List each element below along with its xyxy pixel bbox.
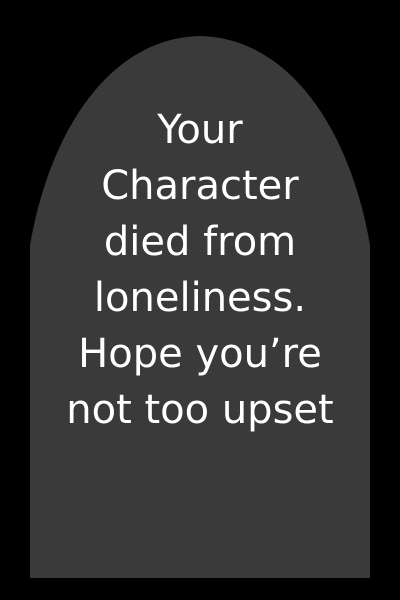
death-message xyxy=(30,102,370,438)
message-line: Hope you’re xyxy=(78,331,322,377)
message-line: loneliness. xyxy=(93,275,307,321)
message-line: Your xyxy=(157,107,243,153)
message-line: not too upset xyxy=(66,387,334,433)
message-line: Character xyxy=(101,163,299,209)
message-line: died from xyxy=(103,219,297,265)
